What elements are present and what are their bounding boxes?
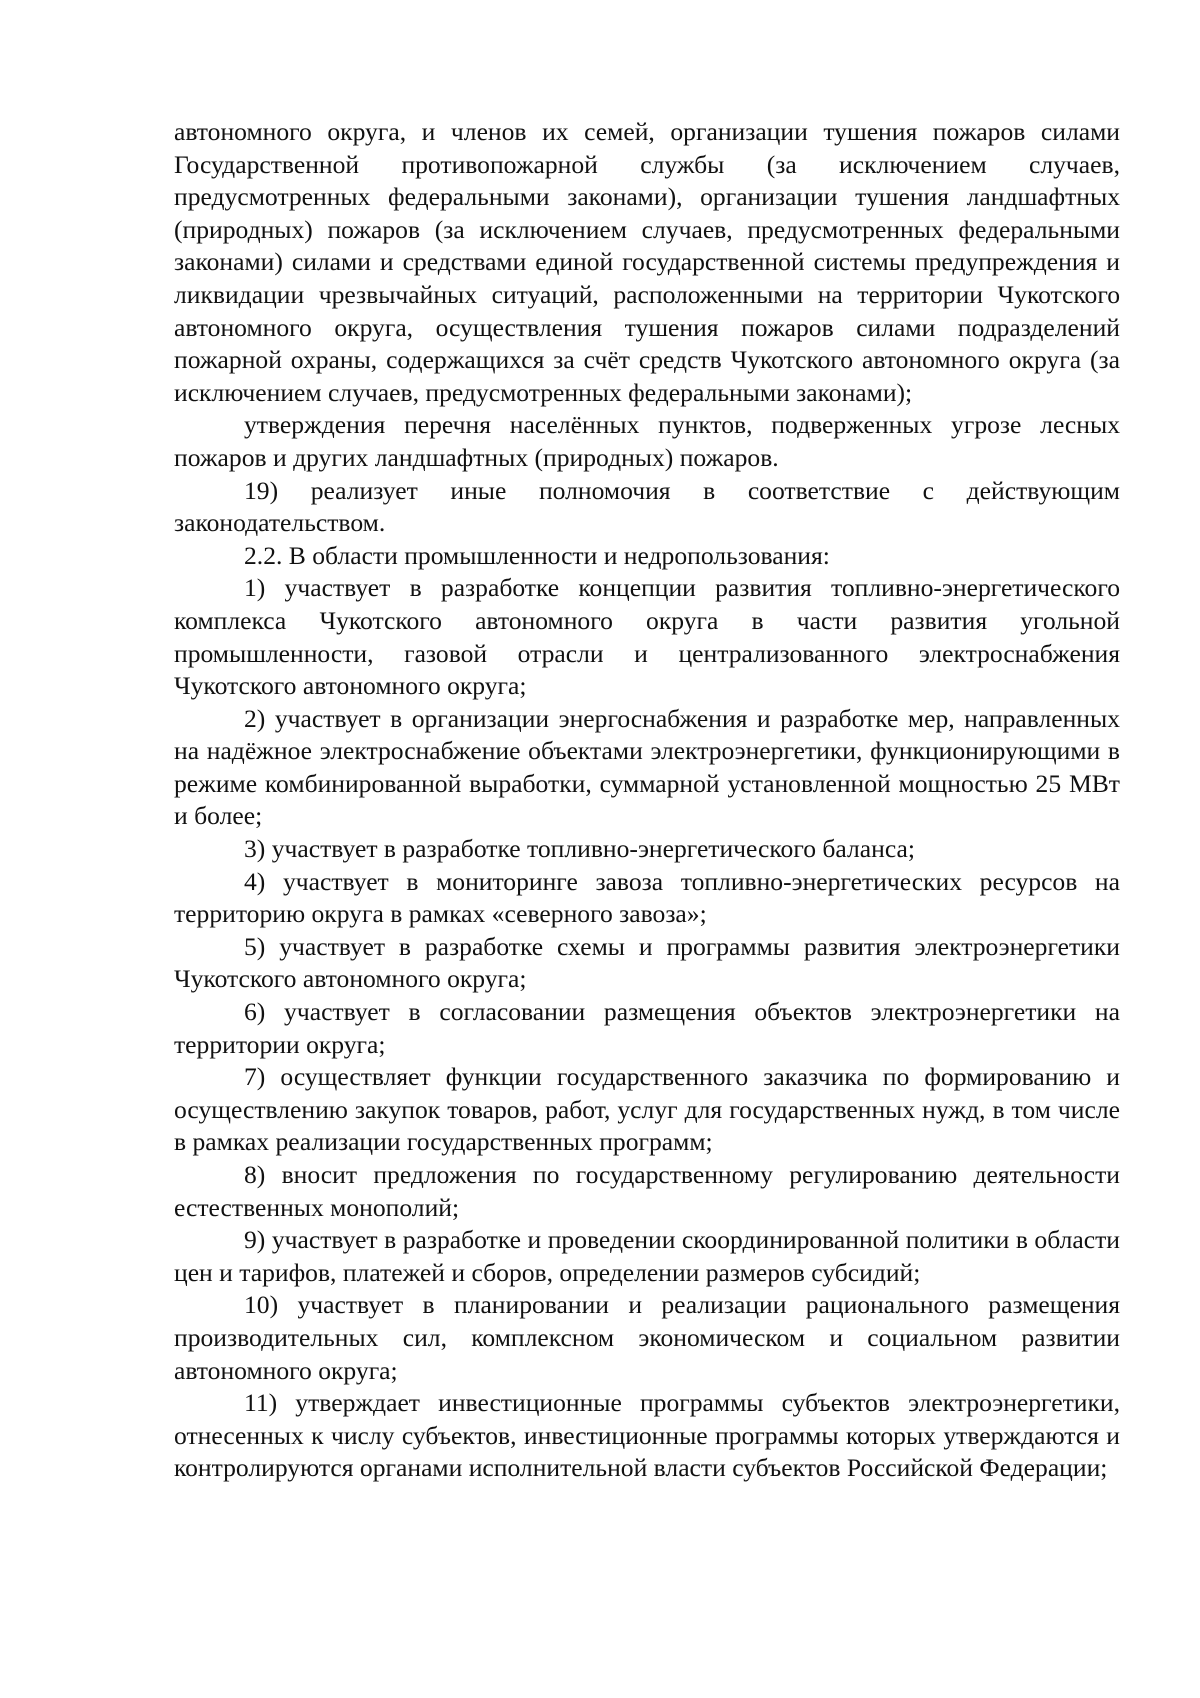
paragraph-item-9: 9) участвует в разработке и проведении скоординированной политики в области цен и тарифов, платежей и сборов, определении размеров субсидий; xyxy=(174,1225,1120,1287)
paragraph-item-6: 6) участвует в согласовании размещения объектов электроэнергетики на территории округа; xyxy=(174,997,1120,1059)
paragraph-item-19: 19) реализует иные полномочия в соответствие с действующим законодательством. xyxy=(174,475,1120,538)
paragraph-item-5: 5) участвует в разработке схемы и программы развития электроэнергетики Чукотского автономного округа; xyxy=(174,931,1120,994)
document-body xyxy=(174,116,1120,1485)
paragraph-item-11: 11) утверждает инвестиционные программы субъектов электроэнергетики, отнесенных к числу субъектов, инвестиционные программы которых утверждаются и контролируются органами исполнительной власти субъектов Российской Федерации; xyxy=(174,1388,1120,1483)
paragraph-item-10: 10) участвует в планировании и реализации рационального размещения производительных сил, комплексном экономическом и социальном развитии автономного округа; xyxy=(174,1290,1120,1385)
paragraph-item-4: 4) участвует в мониторинге завоза топливно-энергетических ресурсов на территорию округа в рамках «северного завоза»; xyxy=(174,866,1120,929)
paragraph-continuation: автономного округа, и членов их семей, организации тушения пожаров силами Государственной противопожарной службы (за исключением случаев, предусмотренных федеральными законами), организации тушения ландшафтных (природных) пожаров (за исключением случаев, предусмотренных федеральными законами) силами и средствами единой государственной системы предупреждения и ликвидации чрезвычайных ситуаций, расположенными на территории Чукотского автономного округа, осуществления тушения пожаров силами подразделений пожарной охраны, содержащихся за счёт средств Чукотского автономного округа (за исключением случаев, предусмотренных федеральными законами); xyxy=(174,117,1120,407)
paragraph-item-3: 3) участвует в разработке топливно-энергетического баланса; xyxy=(244,834,915,864)
paragraph-settlements-list: утверждения перечня населённых пунктов, подверженных угрозе лесных пожаров и других ландшафтных (природных) пожаров. xyxy=(174,410,1120,472)
paragraph-item-7: 7) осуществляет функции государственного заказчика по формированию и осуществлению закупок товаров, работ, услуг для государственных нужд, в том числе в рамках реализации государственных программ; xyxy=(174,1062,1120,1157)
paragraph-item-2: 2) участвует в организации энергоснабжения и разработке мер, направленных на надёжное электроснабжение объектами электроэнергетики, функционирующими в режиме комбинированной выработки, суммарной установленной мощностью 25 МВт и более; xyxy=(174,703,1120,831)
paragraph-item-1: 1) участвует в разработке концепции развития топливно-энергетического комплекса Чукотского автономного округа в части развития угольной промышленности, газовой отрасли и централизованного электроснабжения Чукотского автономного округа; xyxy=(174,573,1120,701)
section-heading-2-2: 2.2. В области промышленности и недропользования: xyxy=(244,540,830,570)
paragraph-item-8: 8) вносит предложения по государственному регулированию деятельности естественных монополий; xyxy=(174,1160,1120,1222)
